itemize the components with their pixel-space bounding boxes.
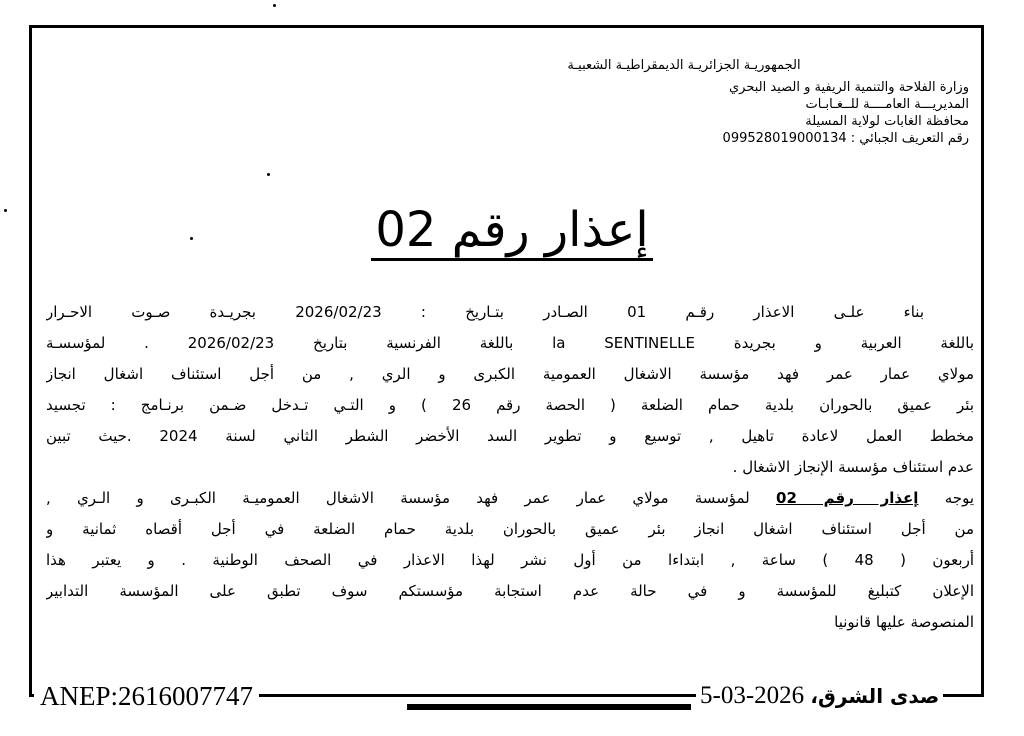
body-line: من أجل استئناف اشغال انجاز بئر عميق بالحوران بلدية حمام الضلعة في أجل أقصاه ثمانية و: [46, 520, 974, 538]
body-line: الإعلان كتبليغ للمؤسسة و في حالة عدم استجابة مؤسستكم سوف تطبق على المؤسسة التدابير: [46, 582, 974, 600]
scan-speck: [267, 173, 270, 176]
publication-date: 2026-03-5: [700, 682, 805, 709]
body-line-rest: لمؤسسة مولاي عمار عمر فهد مؤسسة الاشغال العموميـة الكبـرى و الـري ,: [46, 489, 750, 507]
newspaper-name: صدى الشرق،: [810, 684, 940, 708]
tax-id: رقم التعريف الجبائي : 099528019000134: [722, 131, 969, 146]
body-line: [46, 483, 974, 514]
notice-title-text: إعذار رقم 02: [371, 202, 652, 261]
anep-reference: ANEP:2616007747: [34, 680, 259, 712]
body-line: مخطط العمل لاعادة تاهيل , توسيع و تطوير السد الأخضر الشطر الثاني لسنة 2024 .حيث تبين: [46, 427, 974, 445]
notice-body: [46, 297, 974, 638]
body-line: عدم استئناف مؤسسة الإنجاز الاشغال .: [732, 458, 974, 476]
conservation-name: محافظة الغابات لولاية المسيلة: [805, 114, 969, 129]
publication-info: [696, 680, 943, 712]
issuer-header: [269, 58, 969, 147]
notice-title: [0, 200, 1024, 260]
body-line: بناء علـى الاعذار رقـم 01 الصـادر بتـاريخ : 2026/02/23 بجريـدة صـوت الاحـرار: [46, 303, 924, 321]
republic-name: الجمهوريـة الجزائريـة الديمقراطيـة الشعبيـة: [567, 58, 801, 73]
body-line: أربعون ( 48 ) ساعة , ابتداءا من أول نشر لهذا الاعذار في الصحف الوطنية . و يعتبر هذا: [46, 551, 974, 569]
notice-reference: إعذار رقم 02: [776, 489, 919, 507]
body-line: باللغة العربية و بجريدة la SENTINELLE باللغة الفرنسية بتاريخ 2026/02/23 . لمؤسسـة: [46, 334, 974, 352]
body-line: مولاي عمار عمر فهد مؤسسة الاشغال العمومية الكبرى و الري , من أجل استئناف اشغال انجاز: [46, 365, 974, 383]
scan-speck: [273, 4, 276, 7]
directorate-name: المديريـــة العامــــة للــغـابـات: [805, 97, 969, 112]
body-line: بئر عميق بالحوران بلدية حمام الضلعة ( الحصة رقم 26 ) و التـي تـدخل ضـمن برنـامج : تجسيد: [46, 396, 974, 414]
body-lead: يوجه: [944, 489, 974, 507]
footer-rule: [407, 704, 691, 710]
body-line: المنصوصة عليها قانونيا: [834, 613, 974, 631]
ministry-name: وزارة الفلاحة والتنمية الريفية و الصيد البحري: [728, 80, 969, 95]
